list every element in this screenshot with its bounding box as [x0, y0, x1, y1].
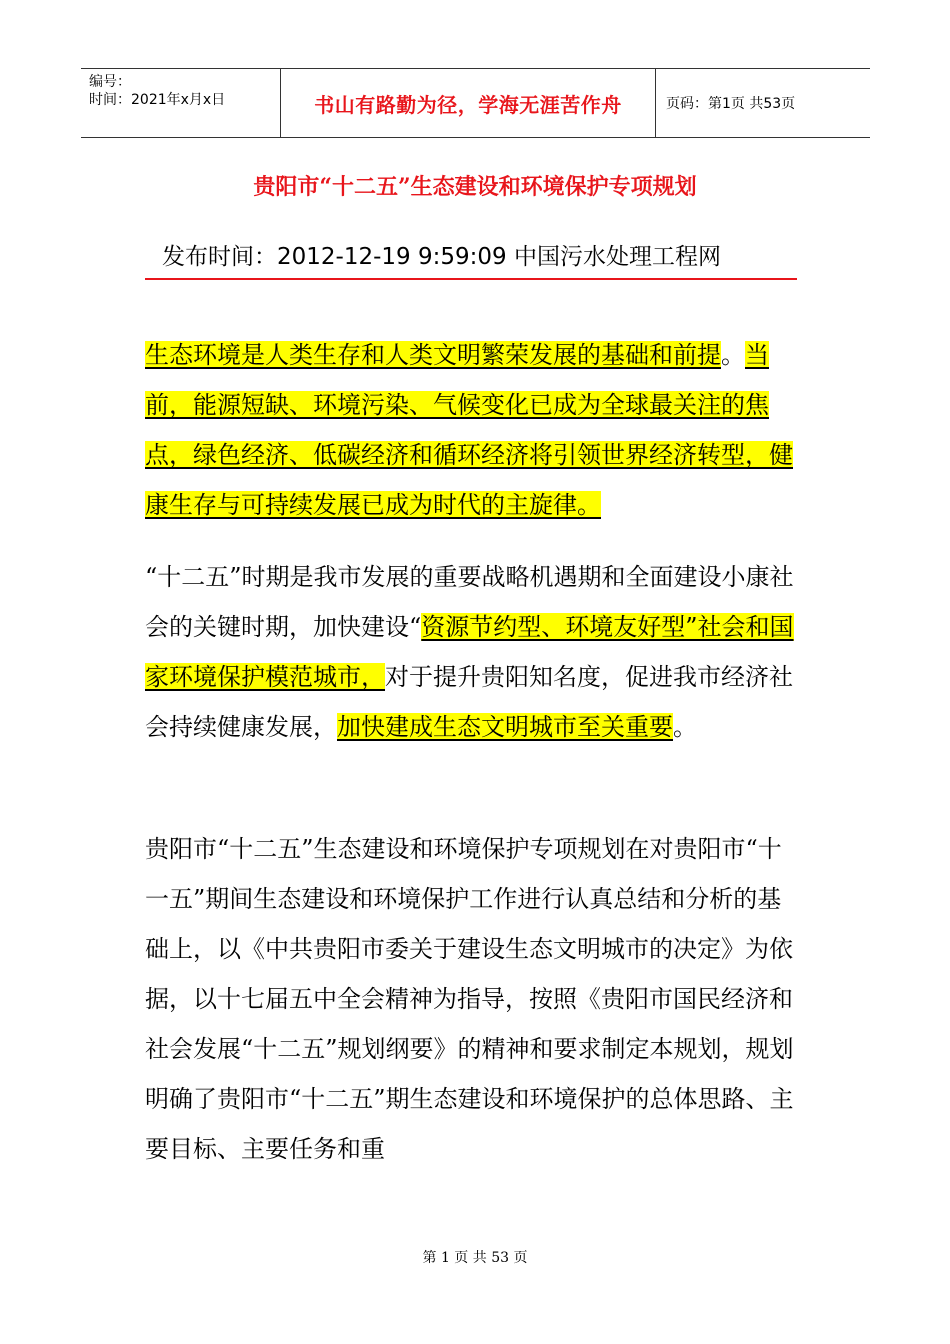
document-title: 贵阳市“十二五”生态建设和环境保护专项规划	[253, 174, 697, 200]
text-run: 对于提升贵阳知名度，促进我市经济社会持续健康发展，	[145, 663, 793, 741]
highlighted-text: 资源节约型、环境友好型”社会和国家环境保护模范城市，	[145, 613, 794, 691]
text-run: 贵阳市“十二五”生态建设和环境保护专项规划在对贵阳市“十一五”期间生态建设和环境保护工作进行认真总结和分析的基础上，以《中共贵阳市委关于建设生态文明城市的决定》为依据，以十七届五中全会精神为指导，按照《贵阳市国民经济和社会发展“十二五”规划纲要》的精神和要求制定本规划，规划明确了贵阳市“十二五”期生态建设和环境保护的总体思路、主要目标、主要任务和重	[145, 835, 794, 1163]
text-run: 。	[721, 341, 745, 369]
paragraph-2	[145, 552, 805, 752]
header-table	[81, 68, 870, 138]
time-label: 时间：2021年x月x日	[89, 92, 226, 108]
header-page-info: 页码：第1页 共53页	[666, 96, 796, 112]
highlighted-text: 生态环境是人类生存和人类文明繁荣发展的基础和前提	[145, 341, 721, 369]
text-run: “十二五”时期是我市发展的重要战略机遇期和全面建设小康社会的关键时期，加快建设“	[145, 563, 794, 641]
header-motto: 书山有路勤为径，学海无涯苦作舟	[281, 69, 656, 137]
publish-line: 发布时间：2012-12-19 9:59:09 中国污水处理工程网	[162, 244, 721, 270]
title-divider	[145, 278, 797, 280]
highlighted-text: 加快建成生态文明城市至关重要	[337, 713, 673, 741]
highlighted-text: 当前，能源短缺、环境污染、气候变化已成为全球最关注的焦点，绿色经济、低碳经济和循环经济将引领世界经济转型，健康生存与可持续发展已成为时代的主旋律。	[145, 341, 793, 519]
text-run: 。	[673, 713, 697, 741]
number-label: 编号：	[89, 74, 131, 90]
page-footer: 第 1 页 共 53 页	[422, 1250, 528, 1266]
paragraph-1	[145, 330, 805, 530]
header-meta-cell	[81, 69, 281, 137]
paragraph-3	[145, 824, 805, 1174]
